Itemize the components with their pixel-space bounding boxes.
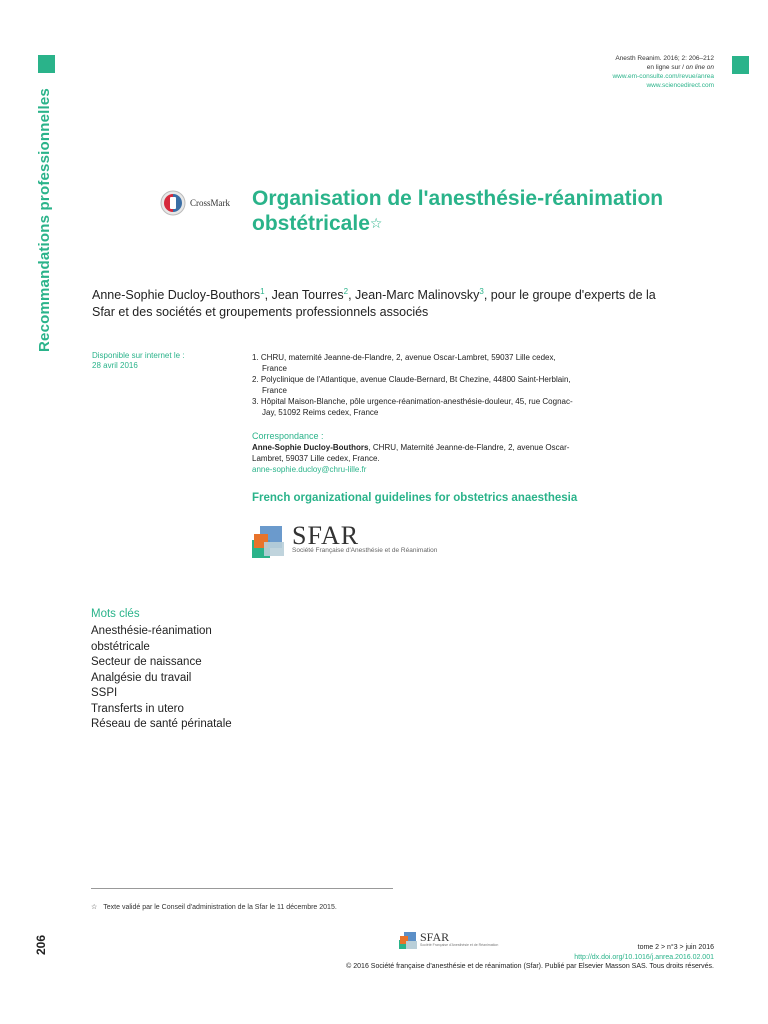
- footnote-mark: ☆: [91, 904, 98, 911]
- author-3-affiliation[interactable]: 3: [479, 287, 484, 296]
- correspondence-email[interactable]: anne-sophie.ducloy@chru-lille.fr: [252, 465, 367, 474]
- keyword-item: obstétricale: [91, 640, 150, 653]
- author-group: pour le groupe d'experts de la Sfar et des sociétés et groupements professionnels associés: [92, 288, 656, 320]
- journal-url-emconsulte[interactable]: www.em-consulte.com/revue/anrea: [612, 73, 714, 80]
- affiliation-item: 1. CHRU, maternité Jeanne-de-Flandre, 2, avenue Oscar-Lambret, 59037 Lille cedex, France: [252, 353, 556, 373]
- keywords-heading: Mots clés: [91, 608, 140, 620]
- correspondence-text: [252, 442, 592, 464]
- page-number: 206: [34, 934, 48, 955]
- availability-info: [92, 351, 232, 371]
- keyword-item: Transferts in utero: [91, 702, 184, 715]
- issue-footer: [346, 943, 714, 972]
- english-title: French organizational guidelines for obstetrics anaesthesia: [252, 492, 578, 504]
- doi-link[interactable]: http://dx.doi.org/10.1016/j.anrea.2016.02.001: [574, 953, 714, 961]
- corner-marker-left: [38, 55, 55, 73]
- sfar-logo-subtitle: Société Française d'Anesthésie et de Réanimation: [292, 547, 438, 554]
- journal-citation: Anesth Reanim. 2016; 2: 206–212: [615, 55, 714, 62]
- author-1-affiliation[interactable]: 1: [260, 287, 265, 296]
- journal-online: en ligne sur / on line on: [646, 64, 714, 71]
- sfar-logo: [250, 520, 450, 560]
- affiliation-list: [252, 352, 582, 418]
- crossmark-label: CrossMark: [190, 198, 230, 208]
- footnote-text: Texte validé par le Conseil d'administration de la Sfar le 11 décembre 2015.: [103, 904, 337, 911]
- footnote: [91, 903, 337, 911]
- keyword-item: Réseau de santé périnatale: [91, 718, 232, 730]
- author-2-affiliation[interactable]: 2: [343, 287, 349, 296]
- crossmark-icon: [160, 190, 186, 216]
- availability-date: 28 avril 2016: [92, 361, 138, 370]
- affiliation-item: 2. Polyclinique de l'Atlantique, avenue Claude-Bernard, Bt Chezine, 44800 Saint-Herblain, France: [252, 375, 571, 395]
- issue-info: tome 2 > n°3 > juin 2016: [637, 944, 714, 951]
- corner-marker-right: [732, 56, 749, 74]
- sfar-footer-wordmark: SFAR: [420, 930, 450, 944]
- journal-header: [612, 54, 714, 90]
- author-list: Anne-Sophie Ducloy-Bouthors$^1$, Jean Tourres$^2$, Jean-Marc Malinovsky$^3$, pour le groupe d'experts de la Sfar et des sociétés et groupements professionnels associés: [92, 287, 656, 320]
- correspondence-address: , CHRU, Maternité Jeanne-de-Flandre, 2, avenue Oscar-Lambret, 59037 Lille cedex, France.: [252, 443, 570, 463]
- correspondence-block: [252, 431, 592, 475]
- author-3: Jean-Marc Malinovsky: [355, 288, 480, 303]
- section-label: Recommandations professionnelles: [36, 88, 53, 352]
- crossmark-badge[interactable]: [160, 190, 230, 216]
- availability-label: Disponible sur internet le :: [92, 351, 185, 360]
- sfar-logo-icon: [250, 520, 292, 560]
- keyword-item: Secteur de naissance: [91, 656, 202, 668]
- footnote-divider: [91, 888, 393, 889]
- keyword-item: SSPI: [91, 687, 118, 699]
- affiliation-item: 3. Hôpital Maison-Blanche, pôle urgence-réanimation-anesthésie-douleur, 45, rue Cognac-Jay, 51092 Reims cedex, France: [252, 397, 573, 417]
- keyword-item: Analgésie du travail: [91, 671, 192, 684]
- keyword-item: Anesthésie-réanimation: [91, 625, 212, 637]
- correspondence-label: Correspondance :: [252, 431, 324, 441]
- correspondence-name: Anne-Sophie Ducloy-Bouthors: [252, 443, 369, 452]
- keyword-list: [91, 624, 232, 733]
- author-2: Jean Tourres: [271, 288, 344, 303]
- sfar-footer-subtitle: Société Française d'Anesthésie et de Réanimation: [420, 943, 499, 947]
- author-1: Anne-Sophie Ducloy-Bouthors: [92, 288, 261, 303]
- copyright: © 2016 Société française d'anesthésie et de réanimation (Sfar). Publié par Elsevier Masson SAS. Tous droits réservés.: [346, 963, 714, 970]
- article-title: Organisation de l'anesthésie-réanimation obstétricale☆: [252, 187, 664, 235]
- journal-url-sciencedirect[interactable]: www.sciencedirect.com: [646, 82, 714, 89]
- sfar-logo-wordmark: SFAR: [292, 521, 360, 550]
- title-footnote-mark[interactable]: ☆: [369, 215, 383, 231]
